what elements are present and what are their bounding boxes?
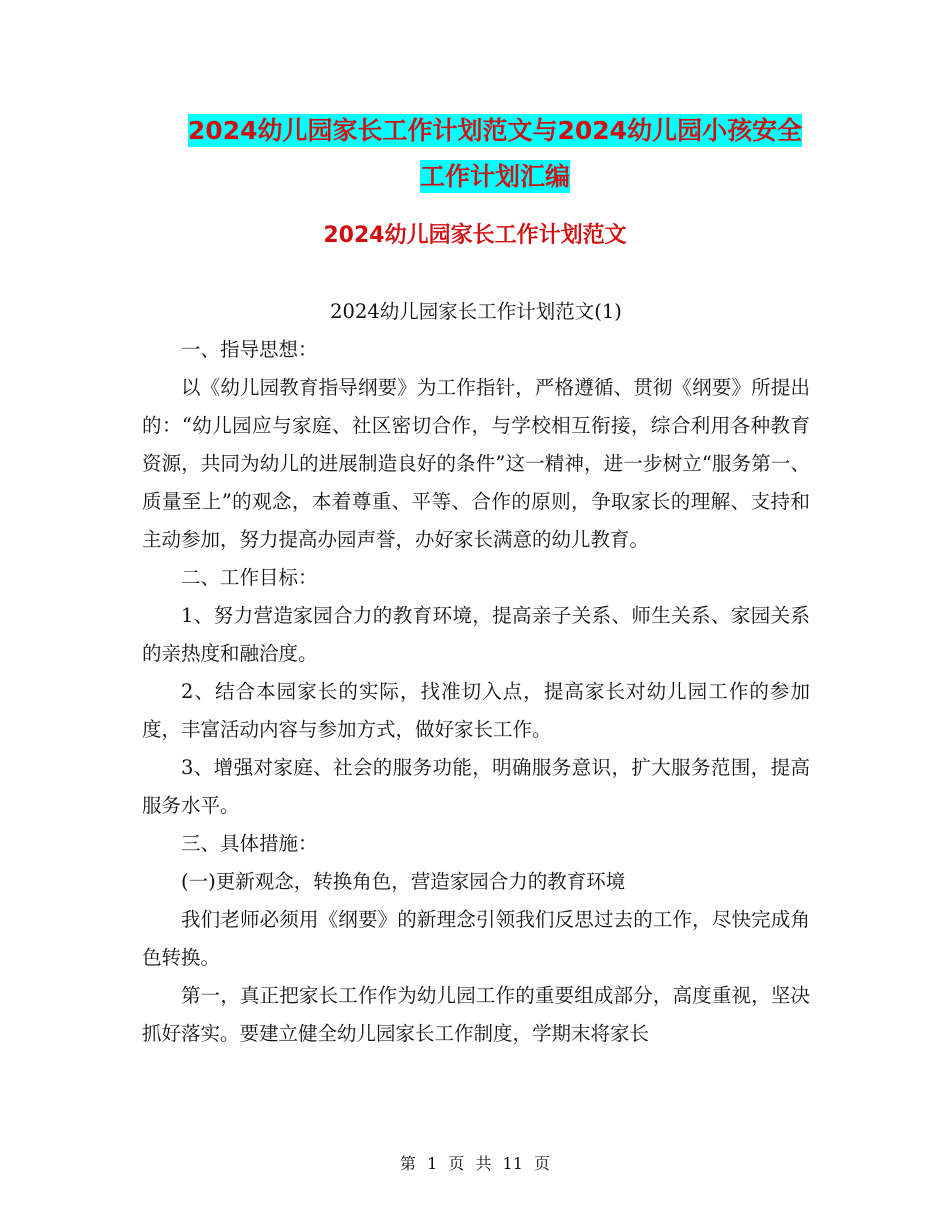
- section-title: 2024幼儿园家长工作计划范文: [323, 223, 627, 248]
- paragraph-goal-1: 1、努力营造家园合力的教育环境，提高亲子关系、师生关系、家园关系的亲热度和融洽度。: [142, 604, 810, 665]
- paragraph-measure-1: 我们老师必须用《纲要》的新理念引领我们反思过去的工作，尽快完成角色转换。: [142, 908, 810, 969]
- main-title-line-1: 2024幼儿园家长工作计划范文与2024幼儿园小孩安全: [187, 116, 803, 145]
- heading-measure-1: (一)更新观念，转换角色，营造家园合力的教育环境: [181, 870, 626, 893]
- heading-work-goals: 二、工作目标：: [181, 566, 318, 589]
- page-footer: 第 1 页 共 11 页: [400, 1154, 550, 1173]
- heading-measures: 三、具体措施：: [181, 832, 318, 855]
- paragraph-guiding-thought: 以《幼儿园教育指导纲要》为工作指针，严格遵循、贯彻《纲要》所提出的：“幼儿园应与家庭、社区密切合作，与学校相互衔接，综合利用各种教育资源，共同为幼儿的进展制造良好的条件”这一精神，进一步树立“服务第一、质量至上”的观念，本着尊重、平等、合作的原则，争取家长的理解、支持和主动参加，努力提高办园声誉，办好家长满意的幼儿教育。: [142, 376, 810, 551]
- document-subtitle: 2024幼儿园家长工作计划范文(1): [330, 300, 622, 323]
- document-main-title: [140, 108, 850, 200]
- paragraph-first-point: 第一，真正把家长工作作为幼儿园工作的重要组成部分，高度重视，坚决抓好落实。要建立健全幼儿园家长工作制度，学期末将家长: [142, 984, 810, 1045]
- paragraph-goal-3: 3、增强对家庭、社会的服务功能，明确服务意识，扩大服务范围，提高服务水平。: [142, 756, 810, 817]
- document-body: [142, 293, 810, 1053]
- paragraph-goal-2: 2、结合本园家长的实际，找准切入点，提高家长对幼儿园工作的参加度，丰富活动内容与参加方式，做好家长工作。: [142, 680, 810, 741]
- heading-guiding-thought: 一、指导思想：: [181, 338, 318, 361]
- main-title-line-2: 工作计划汇编: [419, 162, 570, 191]
